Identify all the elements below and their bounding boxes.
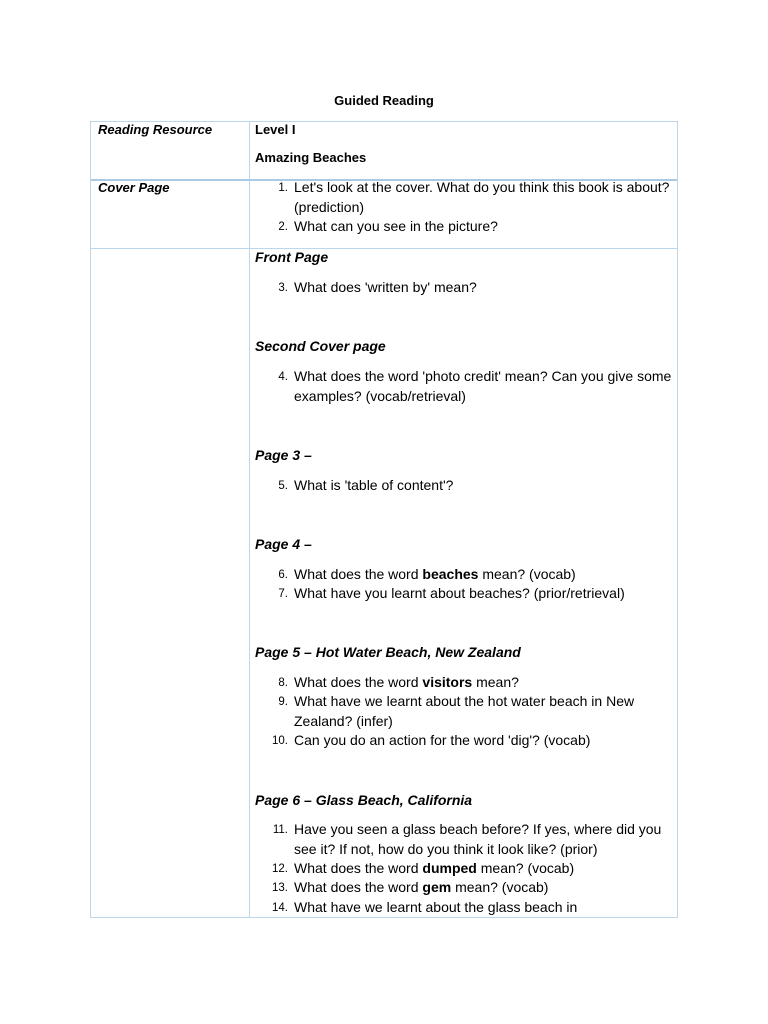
question-number: 4. <box>278 371 288 383</box>
question-item <box>256 673 676 694</box>
question-number: 14. <box>272 902 288 914</box>
question-number: 1. <box>278 182 288 194</box>
question-item <box>256 476 676 497</box>
book-title: Amazing Beaches <box>255 150 367 165</box>
question-text: What have we learnt about the hot water beach in New Zealand? (infer) <box>294 693 635 729</box>
column-divider <box>249 122 250 917</box>
question-item <box>256 878 676 899</box>
row-divider-cover <box>91 248 677 249</box>
question-item <box>256 367 676 406</box>
vocab-word: gem <box>422 879 452 895</box>
question-number: 8. <box>278 677 288 689</box>
vocab-word: dumped <box>422 860 477 876</box>
question-text: What have we learnt about the glass beach in <box>294 899 578 915</box>
section-heading-front-page: Front Page <box>255 249 329 265</box>
question-text: What does the word dumped mean? (vocab) <box>294 860 575 876</box>
question-number: 13. <box>272 882 288 894</box>
question-item <box>256 584 676 605</box>
question-number: 12. <box>272 863 288 875</box>
question-number: 9. <box>278 696 288 708</box>
question-text: What have you learnt about beaches? (prior/retrieval) <box>294 585 625 601</box>
question-text: What is 'table of content'? <box>294 477 454 493</box>
question-item <box>256 731 676 752</box>
question-number: 7. <box>278 588 288 600</box>
question-number: 6. <box>278 569 288 581</box>
question-text: What does the word 'photo credit' mean? Can you give some examples? (vocab/retrieval) <box>294 368 672 404</box>
cover-page-label: Cover Page <box>98 180 170 195</box>
question-item <box>256 859 676 880</box>
section-heading-second-cover: Second Cover page <box>255 338 386 354</box>
question-number: 2. <box>278 221 288 233</box>
vocab-word: visitors <box>422 674 473 690</box>
question-item <box>256 565 676 586</box>
question-text: What does the word gem mean? (vocab) <box>294 879 549 895</box>
question-item <box>256 278 676 299</box>
vocab-word: beaches <box>422 566 479 582</box>
question-text: What does the word visitors mean? <box>294 674 519 690</box>
question-item <box>256 217 676 238</box>
section-heading-page-6: Page 6 – Glass Beach, California <box>255 792 473 808</box>
question-number: 5. <box>278 480 288 492</box>
question-number: 11. <box>272 824 288 836</box>
reading-resource-label: Reading Resource <box>98 122 213 137</box>
question-text: What can you see in the picture? <box>294 218 498 234</box>
question-item <box>256 820 676 859</box>
section-heading-page-3: Page 3 – <box>255 447 312 463</box>
section-heading-page-5: Page 5 – Hot Water Beach, New Zealand <box>255 644 521 660</box>
question-number: 10. <box>272 735 288 747</box>
question-item <box>256 692 676 731</box>
question-number: 3. <box>278 282 288 294</box>
question-text: Can you do an action for the word 'dig'? (vocab) <box>294 732 591 748</box>
question-item <box>256 178 676 217</box>
question-item <box>256 898 676 919</box>
section-heading-page-4: Page 4 – <box>255 536 312 552</box>
question-text: What does the word beaches mean? (vocab) <box>294 566 576 582</box>
question-text: Have you seen a glass beach before? If yes, where did you see it? If not, how do you think it look like? (prior) <box>294 821 662 857</box>
question-text: What does 'written by' mean? <box>294 279 477 295</box>
level-text: Level I <box>255 122 296 137</box>
question-text: Let's look at the cover. What do you think this book is about? (prediction) <box>294 179 670 215</box>
document-title: Guided Reading <box>334 93 434 108</box>
